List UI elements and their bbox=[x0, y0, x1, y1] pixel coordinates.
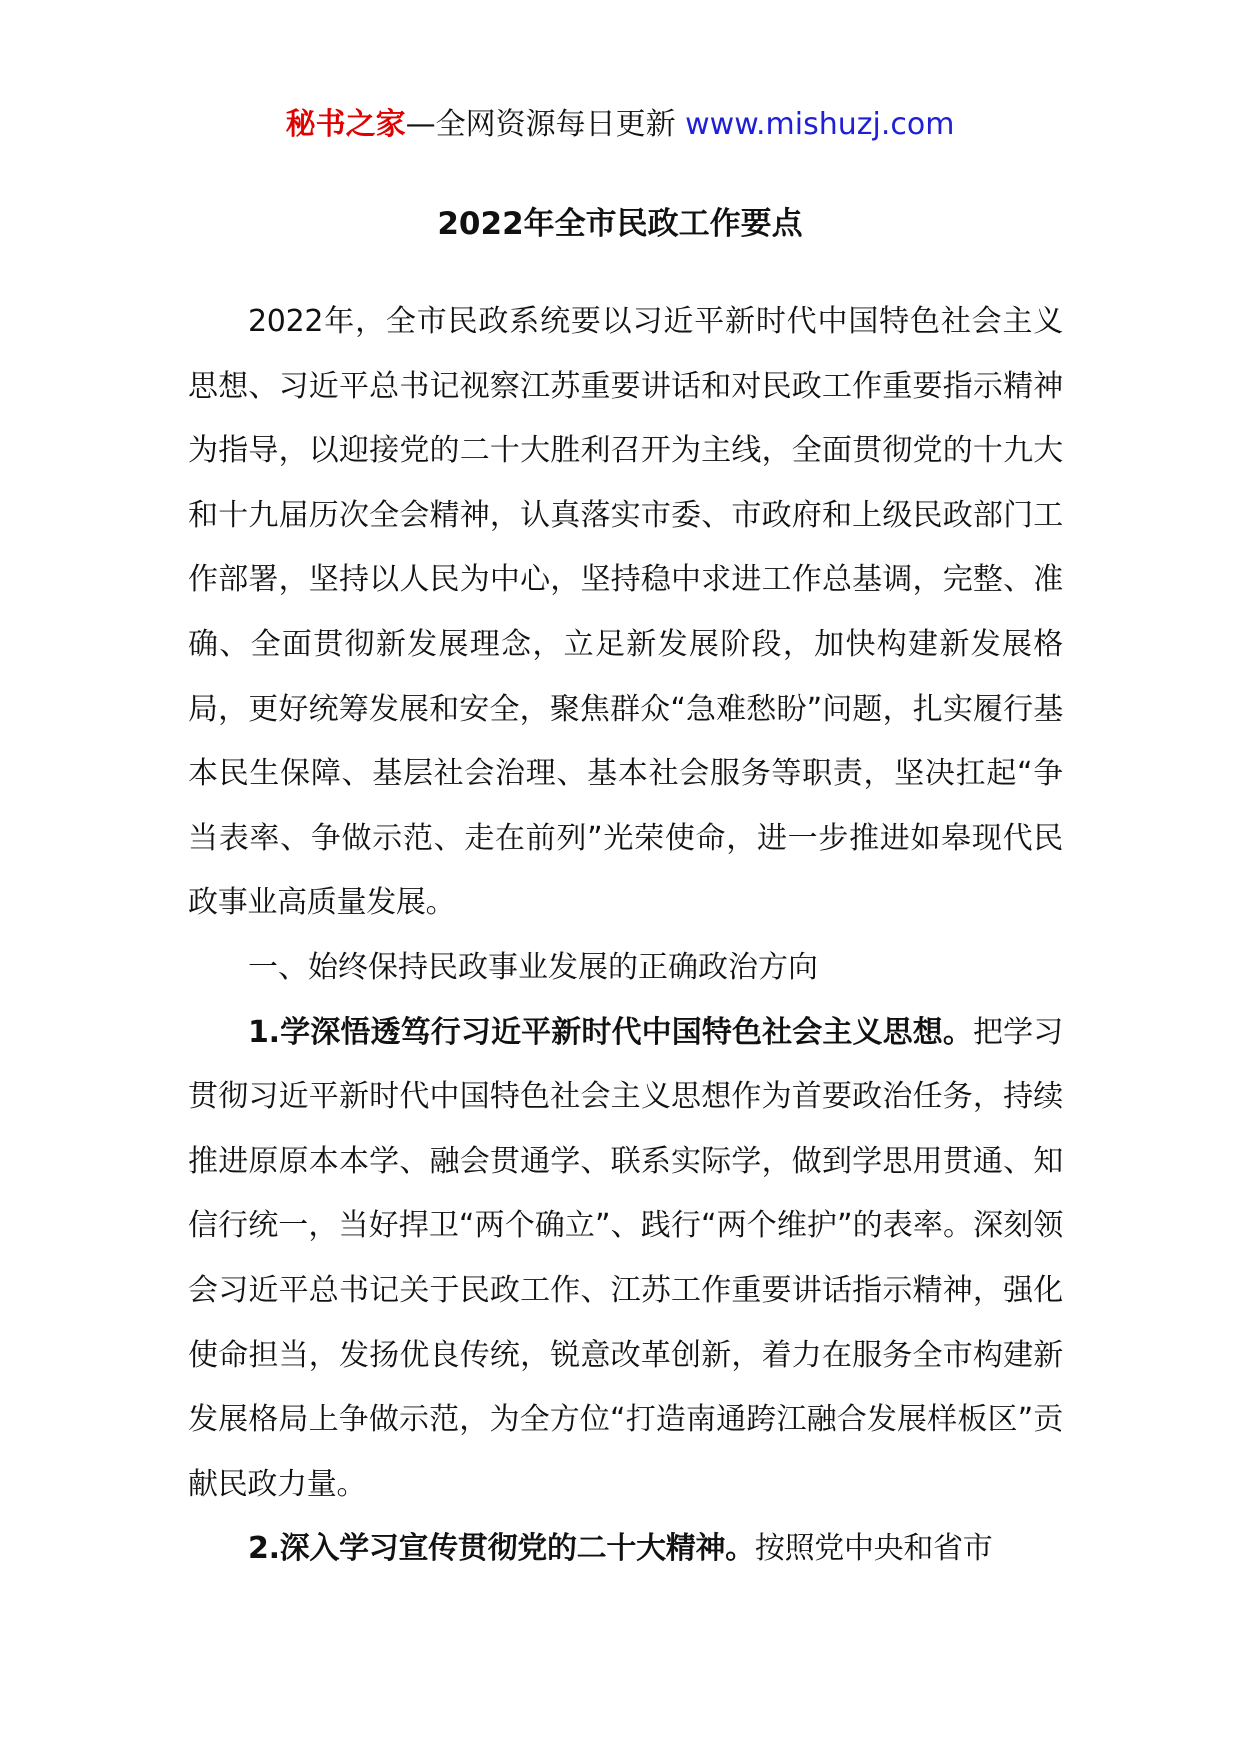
item-paragraph-2 bbox=[188, 1517, 1063, 1582]
item-paragraph-1 bbox=[188, 1001, 1063, 1518]
item-body-2: 按照党中央和省市 bbox=[754, 1531, 993, 1567]
document-title: 2022年全市民政工作要点 bbox=[437, 206, 803, 242]
section-heading: 一、始终保持民政事业发展的正确政治方向 bbox=[248, 949, 818, 985]
site-header bbox=[0, 98, 1240, 152]
item-body-1: 把学习贯彻习近平新时代中国特色社会主义思想作为首要政治任务，持续推进原原本本学、融会贯通学、联系实际学，做到学思用贯通、知信行统一，当好捍卫“两个确立”、践行“两个维护”的表率。深刻领会习近平总书记关于民政工作、江苏工作重要讲话指示精神，强化使命担当，发扬优良传统，锐意改革创新，着力在服务全市构建新发展格局上争做示范，为全方位“打造南通跨江融合发展样板区”贡献民政力量。 bbox=[188, 1014, 1063, 1502]
site-name: 秘书之家 bbox=[285, 107, 406, 142]
site-slogan: —全网资源每日更新 bbox=[405, 107, 676, 142]
intro-paragraph: 2022年，全市民政系统要以习近平新时代中国特色社会主义思想、习近平总书记视察江苏重要讲话和对民政工作重要指示精神为指导，以迎接党的二十大胜利召开为主线，全面贯彻党的十九大和十九届历次全会精神，认真落实市委、市政府和上级民政部门工作部署，坚持以人民为中心，坚持稳中求进工作总基调，完整、准确、全面贯彻新发展理念，立足新发展阶段，加快构建新发展格局，更好统筹发展和安全，聚焦群众“急难愁盼”问题，扎实履行基本民生保障、基层社会治理、基本社会服务等职责，坚决扛起“争当表率、争做示范、走在前列”光荣使命，进一步推进如皋现代民政事业高质量发展。 bbox=[188, 304, 1063, 921]
item-lead-1: 1.学深悟透笃行习近平新时代中国特色社会主义思想。 bbox=[248, 1014, 974, 1050]
item-lead-2: 2.深入学习宣传贯彻党的二十大精神。 bbox=[248, 1531, 755, 1567]
site-url-link[interactable]: www.mishuzj.com bbox=[685, 107, 955, 142]
document-body bbox=[188, 290, 1063, 1582]
